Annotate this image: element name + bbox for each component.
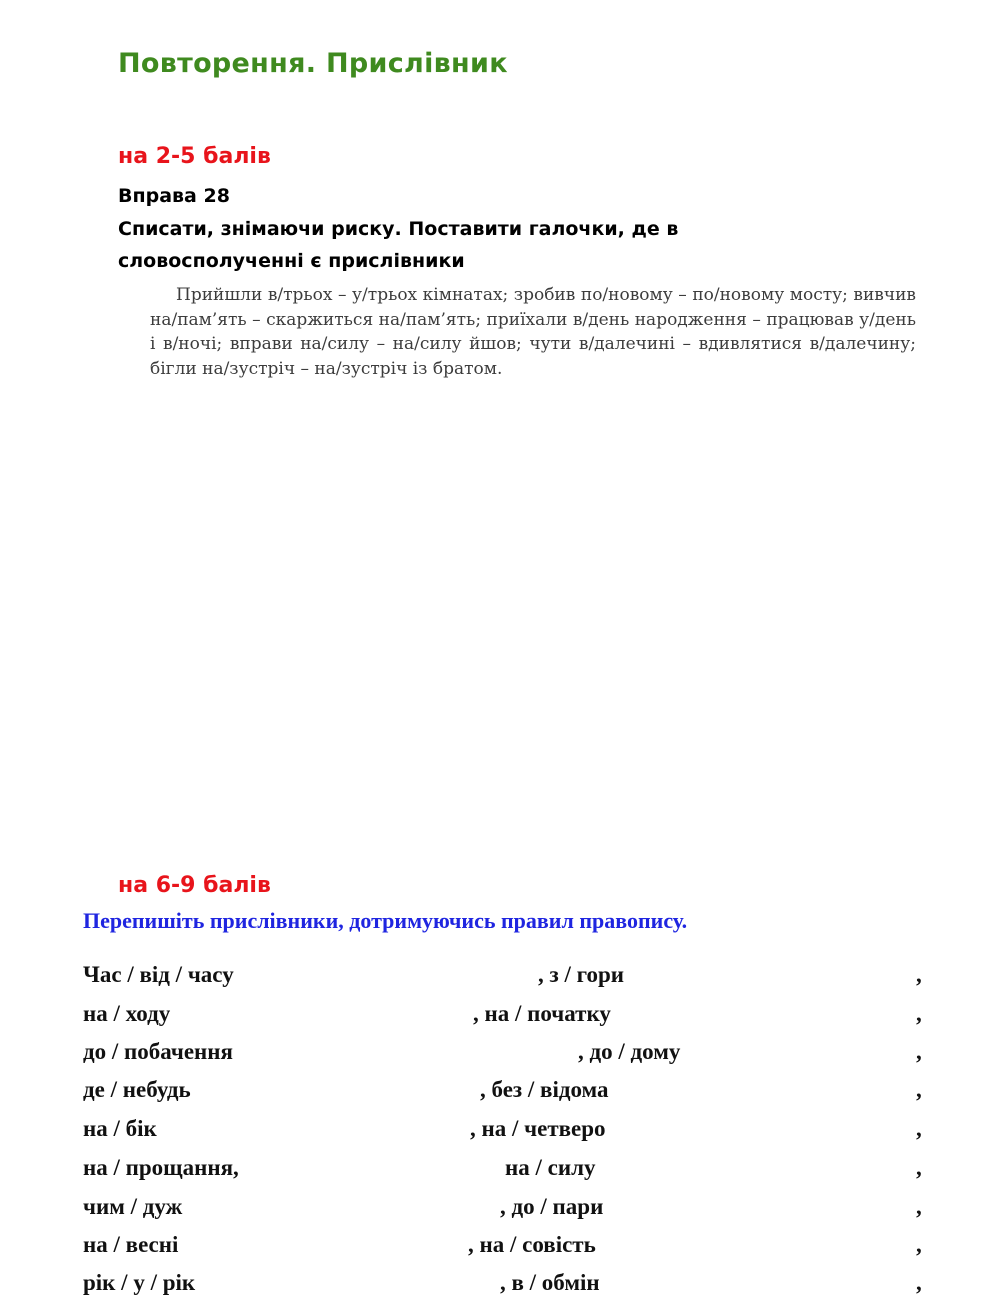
row-middle-word: , з / гори [538, 962, 625, 987]
row-end-comma: , [916, 1001, 922, 1026]
task-instruction: Перепишіть прислівники, дотримуючись правил правопису. [83, 908, 688, 933]
row-middle-word: , на / початку [473, 1001, 611, 1026]
row-middle-word: , до / дому [578, 1039, 681, 1064]
instruction-line-1: Списати, знімаючи риску. Поставити галочки, де в [118, 218, 679, 240]
score-heading-6-9: на 6-9 балів [118, 873, 271, 898]
row-left-word: на / бік [83, 1116, 157, 1141]
exercise-text-paragraph: Прийшли в/трьох – у/трьох кімнатах; зробив по/новому – по/новому мосту; вивчив на/пам’ять – скаржиться на/пам’ять; приїхали в/день народження – працював у/день і в/ночі; вправи на/силу – на/силу йшов; чути в/далечині – вдивлятися в/далечину; бігли на/зустріч – на/зустріч із братом. [150, 285, 916, 379]
score-heading-2-5: на 2-5 балів [118, 144, 271, 169]
row-left-word: на / весні [83, 1232, 179, 1257]
exercise-number: Вправа 28 [118, 185, 230, 207]
row-middle-word: , на / четверо [470, 1116, 606, 1141]
exercise-text [150, 283, 916, 381]
row-end-comma: , [916, 1039, 922, 1064]
row-left-word: чим / дуж [83, 1194, 183, 1219]
row-end-comma: , [916, 1270, 922, 1295]
row-middle-word: , без / відома [480, 1077, 609, 1102]
page-title: Повторення. Прислівник [118, 48, 508, 79]
row-middle-word: , до / пари [500, 1194, 604, 1219]
row-end-comma: , [916, 1116, 922, 1141]
instruction-line-2: словосполученні є прислівники [118, 250, 465, 272]
row-left-word: де / небудь [83, 1077, 191, 1102]
row-left-word: на / ходу [83, 1001, 171, 1026]
row-end-comma: , [916, 962, 922, 987]
row-end-comma: , [916, 1155, 922, 1180]
row-left-word: Час / від / часу [83, 962, 234, 987]
row-end-comma: , [916, 1077, 922, 1102]
row-middle-word: на / силу [505, 1155, 596, 1180]
row-end-comma: , [916, 1232, 922, 1257]
row-left-word: на / прощання, [83, 1155, 239, 1180]
row-end-comma: , [916, 1194, 922, 1219]
row-left-word: до / побачення [83, 1039, 233, 1064]
row-middle-word: , в / обмін [500, 1270, 600, 1295]
row-middle-word: , на / совість [468, 1232, 596, 1257]
row-left-word: рік / у / рік [83, 1270, 196, 1295]
